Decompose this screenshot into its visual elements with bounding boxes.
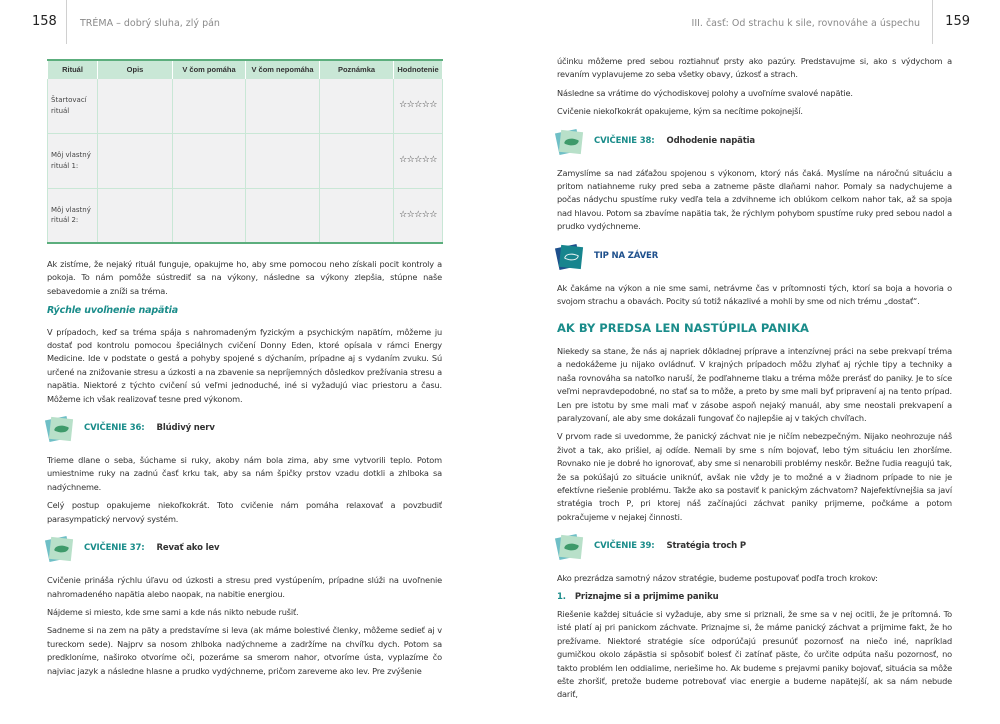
poznamka-cell [320, 133, 394, 188]
table-row [48, 78, 443, 133]
left-body-text [47, 258, 442, 683]
nepomaha-cell [246, 188, 320, 243]
leaf-icon [47, 536, 73, 562]
tip-heading [557, 242, 952, 272]
exercise-heading [47, 414, 442, 444]
exercise-heading [47, 534, 442, 564]
table-row [48, 133, 443, 188]
step-number: 1. [557, 591, 566, 602]
paragraph: Nájdeme si miesto, kde sme sami a kde nás nikto nebude rušiť. [47, 606, 299, 617]
nepomaha-cell [246, 78, 320, 133]
paragraph: Následne sa vrátime do východiskovej polohy a uvoľníme svalové napätie. [557, 87, 853, 98]
step-title: Priznajme si a prijmime paniku [574, 591, 719, 602]
section-heading: AK BY PREDSA LEN NASTÚPILA PANIKA [557, 321, 809, 336]
opis-cell [98, 78, 173, 133]
paragraph: Ak zistíme, že nejaký rituál funguje, opakujme ho, aby sme pomocou neho získali pocit kontroly a pokoja. To nám pomôže sústrediť sa na výkony, následne sa výkony zlepšia, stúpne naše sebavedomie a zníži sa tréma. [47, 259, 442, 296]
exercise-title: Blúdivý nerv [156, 423, 215, 434]
exercise-title: Revať ako lev [156, 543, 220, 554]
paragraph: Niekedy sa stane, že nás aj napriek dôkladnej príprave a intenzívnej práci na sebe prekvapí tréma a nedokážeme ju nijako ovládnuť. V krajných prípadoch môžu zlyhať aj rýchle tipy a techniky a naša rovnováha sa natoľko naruší, že podľahneme tlaku a tréma môže prerásť do paniky. Je to síce veľmi nepravdepodobné, no stať sa to môže, a preto by sme mali byť pripravení aj na tento prípad. Len pre istotu by sme mali mať v zásobe aspoň nejaký manuál, aby sme neostali prekvapení a paralyzovaní, ale aby sme dokázali fungovať čo najlepšie aj v takých chvíľach. [557, 345, 952, 423]
pomaha-cell [173, 78, 246, 133]
poznamka-cell [320, 78, 394, 133]
subheading: Rýchle uvoľnenie napätia [47, 305, 179, 317]
nepomaha-cell [246, 133, 320, 188]
table-row [48, 188, 443, 243]
leaf-icon [47, 416, 73, 442]
paragraph: Riešenie každej situácie si vyžaduje, aby sme si priznali, že sme sa v nej ocitli, že je prítomná. To isté platí aj pri panickom záchvate. Priznajme si, že máme panický záchvat a prijmime fakt, že ho prežívame. Niektoré stratégie síce odporúčajú presunúť pozornosť na niečo iné, napríklad gumičkou okolo zápästia si spôsobiť bolesť či zatínať päste, čo určite odpúta našu pozornosť, no takto problém len oddialime, neriešime ho. Ak budeme s prejavmi paniky bojovať, situácia sa môže ešte zhoršiť, pretože budeme potrebovať viac energie a budeme napätejší, ak sa nám nebude dariť, [557, 608, 952, 700]
paragraph: Celý postup opakujeme niekoľkokrát. Toto cvičenie nám pomáha relaxovať a povzbudiť parasympatický nervový systém. [47, 500, 442, 524]
paragraph: Ak čakáme na výkon a nie sme sami, netrávme čas v prítomnosti tých, ktorí sa boja a hovoria o svojom strachu a obavách. Pocity sú totiž nákazlivé a mohli by sme od nich trému „dostať“. [557, 282, 952, 307]
paragraph: Zamyslíme sa nad záťažou spojenou s výkonom, ktorý nás čaká. Myslíme na náročnú situáciu a pritom natiahneme ruky pred seba a zatneme päste dlaňami nahor. Pomaly sa nadychujeme a počas nádychu spustíme ruky vedľa tela a zdvihneme ich oblúkom celkom nahor tak, až sa spoja nad hlavou. Potom sa zbavíme napätia tak, že rýchlym pohybom spustíme ruky pred sebou nadol a prudko vydýchneme. [557, 167, 952, 232]
running-head: III. časť: Od strachu k sile, rovnováhe a úspechu [691, 18, 920, 29]
paragraph: Ako prezrádza samotný názov stratégie, budeme postupovať podľa troch krokov: [557, 573, 878, 584]
column-header: Opis [98, 60, 173, 78]
exercise-number: CVIČENIE 38: [594, 135, 655, 146]
exercise-number: CVIČENIE 36: [84, 423, 145, 434]
exercise-number: CVIČENIE 37: [84, 543, 145, 554]
exercise-heading [557, 532, 952, 562]
table-header-row [48, 60, 443, 78]
column-header: Rituál [48, 60, 98, 78]
poznamka-cell [320, 188, 394, 243]
exercise-title: Odhodenie napätia [666, 135, 756, 146]
paragraph: V prípadoch, keď sa tréma spája s nahromadeným fyzickým a psychickým napätím, môžeme ju dostať pod kontrolu pomocou špeciálnych cvičení Donny Eden, ktoré opísala v rámci Energy Medicine. Ide v podstate o gestá a pohyby spojené s dýchaním, prípadne aj s vydaním zvuku. Sú určené na znižovanie stresu a úzkosti a na zbavenie sa nepríjemných dôsledkov prežívania stresu a napätia. Niektoré z týchto cvičení sú veľmi jednoduché, iné si vyžadujú viac priestoru a času. Môžeme ich však realizovať tesne pred výkonom. [47, 326, 442, 404]
column-header: Poznámka [320, 60, 394, 78]
star-rating: ☆☆☆☆☆ [394, 133, 443, 188]
right-body-text [557, 55, 952, 707]
paragraph: Sadneme si na zem na päty a predstavíme si leva (ak máme bolestivé členky, môžeme sedieť aj v tureckom sede). Najprv sa nosom zhlboka nadýchneme a zadržíme na chvíľku dych. Potom sa predkloníme, naširoko otvoríme oči, pozeráme sa smerom nahor, otvoríme ústa, vyplazíme čo najviac jazyk a následne hlasne a prudko vydýchneme, pričom zareveme ako lev. Pre zvýšenie [47, 625, 442, 676]
header-divider [66, 0, 67, 44]
tip-label: TIP NA ZÁVER [594, 250, 659, 261]
paragraph: účinku môžeme pred sebou roztiahnuť prsty ako pazúry. Predstavujme si, ako s výdychom a revaním vyplavujeme zo seba všetky obavy, úzkosť a strach. [557, 56, 952, 80]
pomaha-cell [173, 133, 246, 188]
paragraph: Cvičenie niekoľkokrát opakujeme, kým sa necítime pokojnejší. [557, 106, 803, 117]
opis-cell [98, 188, 173, 243]
leaf-icon [557, 129, 583, 155]
leaf-icon [557, 534, 583, 560]
pomaha-cell [173, 188, 246, 243]
exercise-title: Stratégia troch P [666, 541, 746, 552]
running-head: TRÉMA – dobrý sluha, zlý pán [80, 18, 220, 29]
star-rating: ☆☆☆☆☆ [394, 78, 443, 133]
paragraph: Trieme dlane o seba, šúchame si ruky, akoby nám bola zima, aby sme vytvorili teplo. Potom umiestnime ruky na zadnú časť krku tak, aby sa nám špičky prstov vzadu dotkli a zhlboka sa nadýchneme. [47, 455, 442, 492]
page-number: 159 [945, 14, 970, 29]
tip-leaf-icon [557, 244, 583, 270]
exercise-number: CVIČENIE 39: [594, 541, 655, 552]
star-rating: ☆☆☆☆☆ [394, 188, 443, 243]
page-number: 158 [32, 14, 57, 29]
ritual-table [47, 59, 443, 244]
column-header: V čom pomáha [173, 60, 246, 78]
paragraph: Cvičenie prináša rýchlu úľavu od úzkosti a stresu pred vystúpením, prípadne slúži na uvoľnenie nahromadeného napätia alebo naopak, na nabitie energiou. [47, 575, 442, 599]
header-divider [932, 0, 933, 44]
ritual-name-cell: Štartovací rituál [48, 78, 98, 133]
ritual-name-cell: Môj vlastný rituál 2: [48, 188, 98, 243]
paragraph: V prvom rade si uvedomme, že panický záchvat nie je ničím nebezpečným. Nijako neohrozuje náš život a tak, ako prišiel, aj odíde. Nemali by sme s ním bojovať, lebo tým situáciu len zhoršíme. Rovnako nie je dobré ho ignorovať, aby sme si nenarobili problémy neskôr. Bežne ľudia reagujú tak, že sa pokúšajú zo situácie uniknúť, avšak nie vždy je to možné a v žiadnom prípade to nie je efektívne riešenie problému. Takže ako sa postaviť k panickým záchvatom? Najefektívnejšia sa javí stratégia troch P, pri ktorej náš začínajúci záchvat paniky prijmeme, počkáme a potom pokračujeme v nejakej činnosti. [557, 431, 952, 522]
step-heading [557, 591, 952, 604]
opis-cell [98, 133, 173, 188]
column-header: V čom nepomáha [246, 60, 320, 78]
column-header: Hodnotenie [394, 60, 443, 78]
exercise-heading [557, 127, 952, 157]
ritual-name-cell: Môj vlastný rituál 1: [48, 133, 98, 188]
